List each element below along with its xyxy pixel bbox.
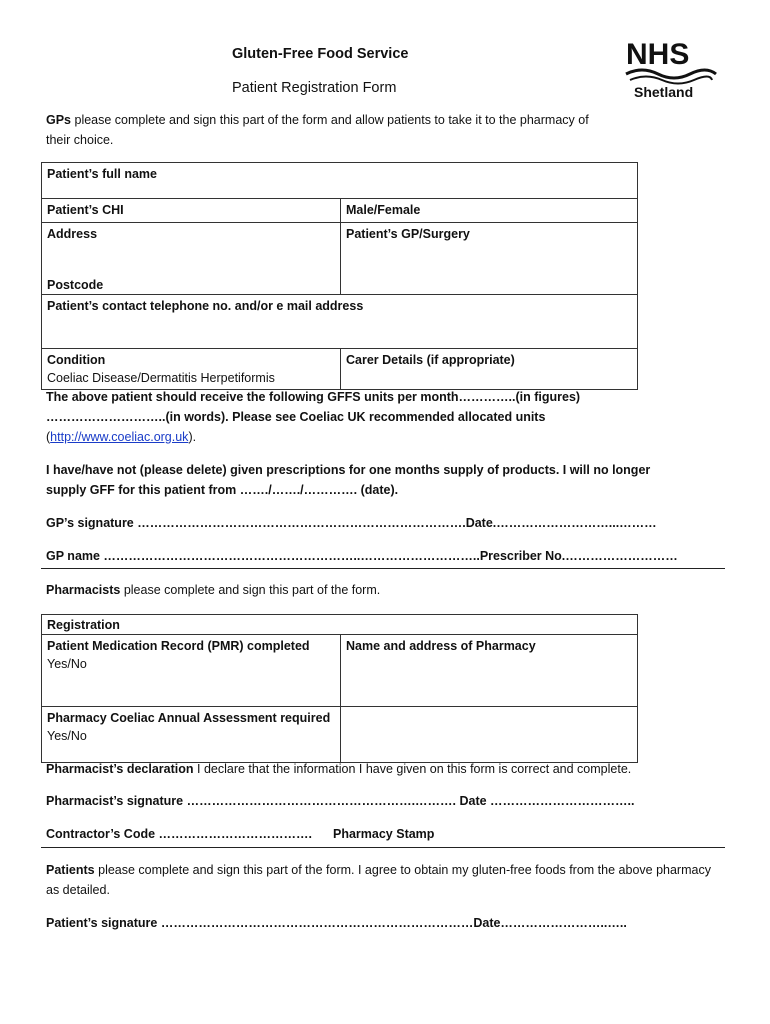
units-line-1: The above patient should receive the following GFFS units per month…………..(in figures) <box>46 390 581 404</box>
pharmacy-stamp-label: Pharmacy Stamp <box>333 827 435 841</box>
pharmacist-instructions-lead: Pharmacists <box>46 583 121 597</box>
patient-instructions-lead: Patients <box>46 863 95 877</box>
section-divider-2 <box>41 847 725 848</box>
pharmacist-signature-line[interactable]: Pharmacist’s signature ……………………………………………….………. Date …………………………….. <box>46 794 635 808</box>
coeliac-link-line <box>46 427 196 447</box>
postcode-label: Postcode <box>47 278 104 292</box>
pharmacist-declaration-text: I declare that the information I have given on this form is correct and complete. <box>193 762 632 776</box>
pharmacist-declaration <box>46 759 746 779</box>
assessment-field[interactable] <box>42 707 341 763</box>
gp-instructions <box>46 110 606 150</box>
condition-value: Coeliac Disease/Dermatitis Herpetiformis <box>47 371 275 385</box>
assessment-label: Pharmacy Coeliac Annual Assessment required <box>47 711 331 725</box>
gp-signature-line[interactable]: GP’s signature …………………………………………………………………….Date.………………………...……… <box>46 516 657 530</box>
patient-details-table <box>41 162 638 390</box>
assessment-blank-cell <box>341 707 638 763</box>
link-close-paren: ). <box>188 430 197 444</box>
patient-instructions <box>46 860 716 900</box>
nhs-logo-text: NHS <box>626 38 690 71</box>
contact-field[interactable]: Patient’s contact telephone no. and/or e mail address <box>42 295 638 349</box>
logo-region-text: Shetland <box>634 84 694 100</box>
condition-field <box>42 349 341 390</box>
gp-instructions-lead: GPs <box>46 113 72 127</box>
form-title: Patient Registration Form <box>232 80 397 96</box>
pharmacy-name-address-field[interactable]: Name and address of Pharmacy <box>341 635 638 707</box>
link-open-paren: ( <box>46 430 51 444</box>
contractor-code-line[interactable]: Contractor’s Code ………………………………. <box>46 827 312 841</box>
nhs-shetland-logo <box>620 38 720 104</box>
gp-instructions-text: please complete and sign this part of the form and allow patients to take it to the pharmacy of their choice. <box>46 113 589 147</box>
pharmacist-declaration-lead: Pharmacist’s declaration <box>46 762 194 776</box>
pmr-field[interactable] <box>42 635 341 707</box>
patient-signature-line[interactable]: Patient’s signature …………………………………………………………………Date……………………..….. <box>46 916 627 930</box>
gp-surgery-field[interactable]: Patient’s GP/Surgery <box>341 223 638 295</box>
assessment-yes-no[interactable]: Yes/No <box>47 729 87 743</box>
form-service-title: Gluten-Free Food Service <box>232 46 409 62</box>
condition-label: Condition <box>47 353 106 367</box>
pmr-label: Patient Medication Record (PMR) completed <box>47 639 310 653</box>
pharmacist-instructions <box>46 580 380 600</box>
registration-heading: Registration <box>42 615 638 635</box>
carer-details-field[interactable]: Carer Details (if appropriate) <box>341 349 638 390</box>
coeliac-uk-link[interactable]: http://www.coeliac.org.uk <box>50 430 189 444</box>
address-field[interactable] <box>42 223 341 295</box>
declaration-line-2: supply GFF for this patient from ……./……./…………. (date). <box>46 483 399 497</box>
sex-field[interactable]: Male/Female <box>341 199 638 223</box>
address-label: Address <box>47 227 98 241</box>
pharmacist-instructions-text: please complete and sign this part of the form. <box>120 583 381 597</box>
patient-full-name-field[interactable]: Patient’s full name <box>42 163 638 199</box>
pharmacy-table <box>41 614 638 763</box>
section-divider-1 <box>41 568 725 569</box>
gp-name-line[interactable]: GP name ……………………………………………………..………………………..Prescriber No.……………………… <box>46 549 678 563</box>
units-line-2: ………………………..(in words). Please see Coeliac UK recommended allocated units <box>46 410 546 424</box>
patient-chi-field[interactable]: Patient’s CHI <box>42 199 341 223</box>
patient-instructions-text: please complete and sign this part of the form. I agree to obtain my gluten-free foods from the above pharmacy as detailed. <box>46 863 711 897</box>
pmr-yes-no[interactable]: Yes/No <box>47 657 87 671</box>
declaration-line-1: I have/have not (please delete) given prescriptions for one months supply of products. I will no longer <box>46 463 651 477</box>
